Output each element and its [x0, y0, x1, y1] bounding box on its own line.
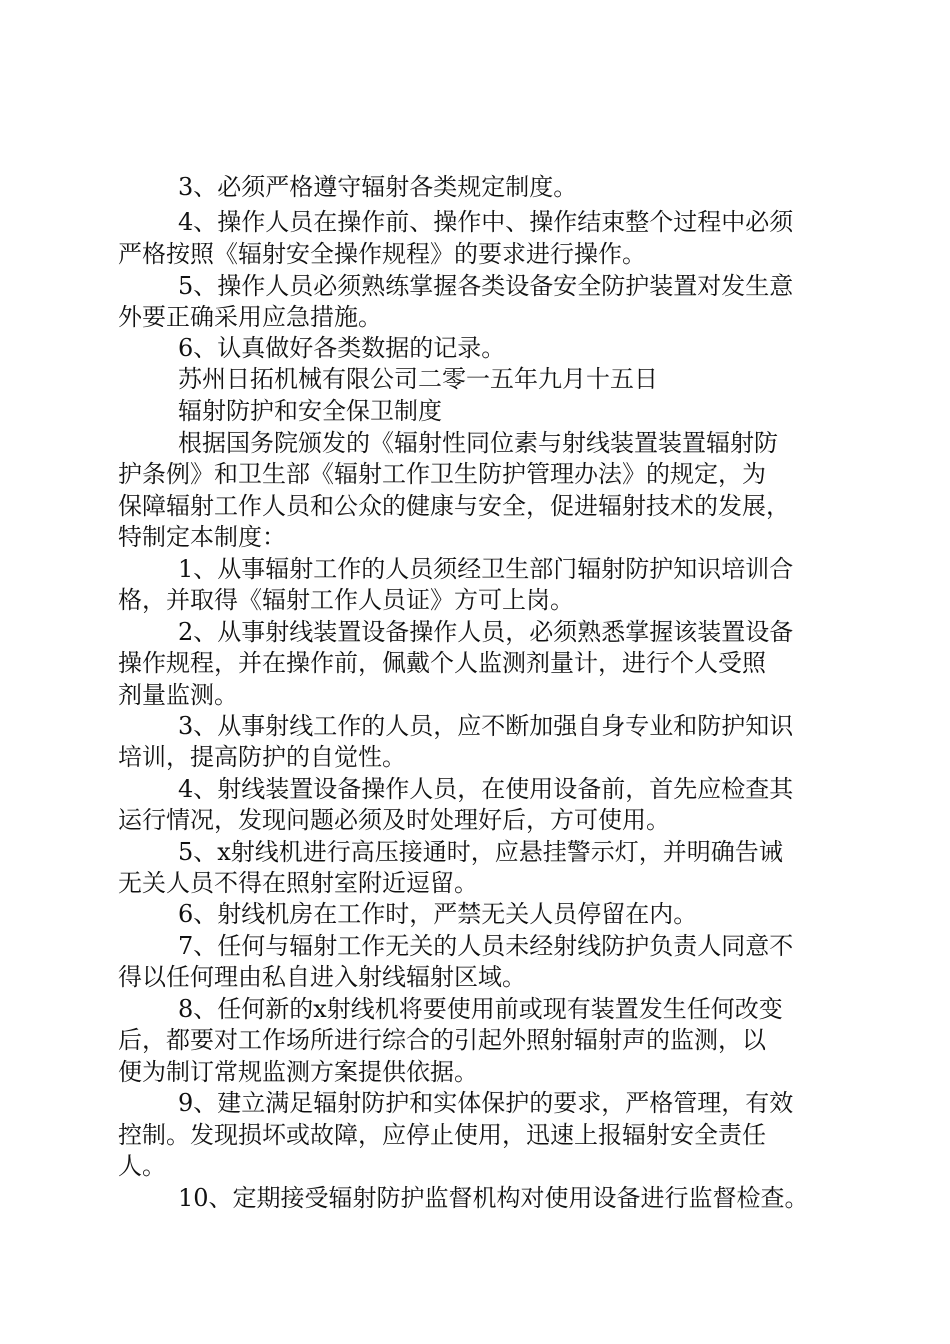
text-line-content: 3、必须严格遵守辐射各类规定制度。	[178, 173, 578, 201]
text-line-content: 人。	[118, 1152, 166, 1180]
text-line	[0, 992, 950, 1026]
text-line	[0, 678, 950, 712]
text-line-content: 培训，提高防护的自觉性。	[118, 743, 406, 771]
text-line	[0, 897, 950, 931]
text-line	[0, 835, 950, 869]
text-line	[0, 615, 950, 649]
text-line-content: 根据国务院颁发的《辐射性同位素与射线装置装置辐射防	[178, 429, 778, 457]
text-line	[0, 772, 950, 806]
text-line	[0, 1086, 950, 1120]
text-line	[0, 552, 950, 586]
text-line-content: 4、射线装置设备操作人员，在使用设备前，首先应检查其	[178, 775, 794, 803]
text-line-content: 辐射防护和安全保卫制度	[178, 397, 442, 425]
text-line	[0, 583, 950, 617]
text-line	[0, 489, 950, 523]
section-title	[0, 394, 950, 428]
text-line-content: 9、建立满足辐射防护和实体保护的要求，严格管理，有效	[178, 1089, 794, 1117]
text-line-content: 6、认真做好各类数据的记录。	[178, 334, 506, 362]
text-line-content: 严格按照《辐射安全操作规程》的要求进行操作。	[118, 240, 646, 268]
text-line	[0, 300, 950, 334]
text-line	[0, 1118, 950, 1152]
text-line	[0, 520, 950, 554]
text-line	[0, 331, 950, 365]
text-line-content: 1、从事辐射工作的人员须经卫生部门辐射防护知识培训合	[178, 555, 794, 583]
text-line-content: 护条例》和卫生部《辐射工作卫生防护管理办法》的规定，为	[118, 460, 766, 488]
text-line	[0, 362, 950, 396]
text-line-content: 4、操作人员在操作前、操作中、操作结束整个过程中必须	[178, 208, 794, 236]
text-line-content: 运行情况，发现问题必须及时处理好后，方可使用。	[118, 806, 670, 834]
text-line	[0, 1181, 950, 1215]
text-line	[0, 426, 950, 460]
text-line-content: 6、射线机房在工作时，严禁无关人员停留在内。	[178, 900, 698, 928]
text-line	[0, 170, 950, 204]
text-line-content: 3、从事射线工作的人员，应不断加强自身专业和防护知识	[178, 712, 794, 740]
text-line	[0, 929, 950, 963]
text-line	[0, 269, 950, 303]
text-line-content: 特制定本制度：	[118, 523, 286, 551]
text-line	[0, 1055, 950, 1089]
text-line	[0, 960, 950, 994]
text-line-content: 5、x射线机进行高压接通时，应悬挂警示灯，并明确告诫	[178, 838, 783, 866]
text-line	[0, 457, 950, 491]
text-line-content: 操作规程，并在操作前，佩戴个人监测剂量计，进行个人受照	[118, 649, 766, 677]
text-line	[0, 646, 950, 680]
text-line	[0, 205, 950, 239]
text-line-content: 8、任何新的x射线机将要使用前或现有装置发生任何改变	[178, 995, 783, 1023]
text-line-content: 得以任何理由私自进入射线辐射区域。	[118, 963, 526, 991]
text-line-content: 剂量监测。	[118, 681, 238, 709]
text-line-content: 格，并取得《辐射工作人员证》方可上岗。	[118, 586, 574, 614]
text-line-content: 后，都要对工作场所进行综合的引起外照射辐射声的监测，以	[118, 1026, 766, 1054]
text-line-content: 便为制订常规监测方案提供依据。	[118, 1058, 478, 1086]
text-line	[0, 866, 950, 900]
text-line-content: 保障辐射工作人员和公众的健康与安全，促进辐射技术的发展，	[118, 492, 790, 520]
text-line-content: 5、操作人员必须熟练掌握各类设备安全防护装置对发生意	[178, 272, 794, 300]
text-line-content: 2、从事射线装置设备操作人员，必须熟悉掌握该装置设备	[178, 618, 794, 646]
text-line-content: 控制。发现损坏或故障，应停止使用，迅速上报辐射安全责任	[118, 1121, 766, 1149]
text-line-content: 7、任何与辐射工作无关的人员未经射线防护负责人同意不	[178, 932, 794, 960]
text-line-content: 10、定期接受辐射防护监督机构对使用设备进行监督检查。	[178, 1184, 809, 1212]
text-line	[0, 740, 950, 774]
text-line-content: 苏州日拓机械有限公司二零一五年九月十五日	[178, 365, 658, 393]
text-line-content: 无关人员不得在照射室附近逗留。	[118, 869, 478, 897]
text-line	[0, 803, 950, 837]
text-line-content: 外要正确采用应急措施。	[118, 303, 382, 331]
text-line	[0, 237, 950, 271]
text-line	[0, 709, 950, 743]
text-line	[0, 1149, 950, 1183]
text-line	[0, 1023, 950, 1057]
